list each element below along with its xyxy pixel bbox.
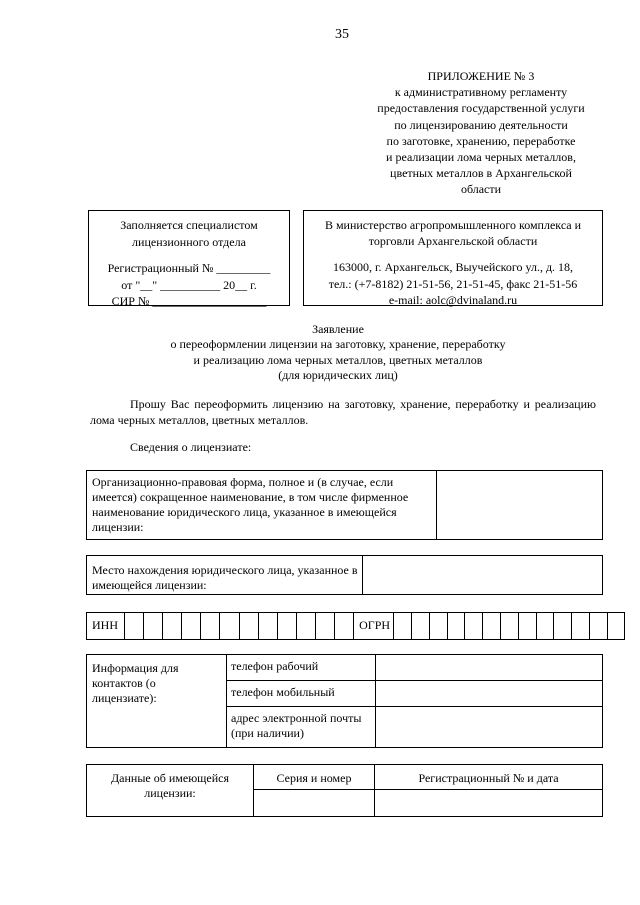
org-name-table: [86, 470, 603, 540]
title-line: Заявление: [312, 322, 364, 336]
inn-digit-cell[interactable]: [239, 613, 258, 640]
inn-digit-cell[interactable]: [144, 613, 163, 640]
location-label: Место нахождения юридического лица, указанное в имеющейся лицензии:: [87, 556, 363, 595]
ogrn-digit-cell[interactable]: [589, 613, 607, 640]
registration-date-input[interactable]: [375, 790, 603, 817]
title-line: (для юридических лиц): [278, 367, 398, 382]
ministry-line: В министерство агропромышленного комплекса и: [324, 218, 582, 232]
inn-digit-cell[interactable]: [163, 613, 182, 640]
page-number: 35: [335, 27, 349, 42]
series-number-input[interactable]: [254, 790, 375, 817]
org-name-input[interactable]: [437, 471, 603, 540]
sir-number-line: СИР № ___________________: [111, 294, 267, 308]
location-table: [86, 555, 603, 595]
contacts-table: [86, 654, 603, 748]
ogrn-digit-cell[interactable]: [394, 613, 412, 640]
work-phone-input[interactable]: [376, 655, 603, 681]
appendix-line: предоставления государственной услуги: [377, 101, 585, 116]
inn-ogrn-table: [86, 612, 625, 640]
ogrn-digit-cell[interactable]: [411, 613, 429, 640]
inn-digit-cell[interactable]: [220, 613, 239, 640]
ogrn-digit-cell[interactable]: [429, 613, 447, 640]
ministry-box: [303, 210, 603, 306]
license-data-table: [86, 764, 603, 817]
title-line: о переоформлении лицензии на заготовку, хранение, переработку: [170, 337, 506, 352]
location-input[interactable]: [363, 556, 603, 595]
inn-digit-cell[interactable]: [125, 613, 144, 640]
ministry-phones: тел.: (+7-8182) 21-51-56, 21-51-45, факс 21-51-56: [328, 276, 578, 291]
ogrn-digit-cell[interactable]: [518, 613, 536, 640]
inn-digit-cell[interactable]: [201, 613, 220, 640]
appendix-line: области: [460, 182, 502, 197]
appendix-line: ПРИЛОЖЕНИЕ № 3: [427, 69, 535, 83]
office-box-line: Заполняется специалистом: [120, 218, 258, 232]
appendix-line: к административному регламенту: [394, 85, 568, 100]
registration-date-header: Регистрационный № и дата: [375, 765, 603, 790]
inn-digit-cell[interactable]: [277, 613, 296, 640]
inn-digit-cell[interactable]: [335, 613, 354, 640]
inn-digit-cell[interactable]: [296, 613, 315, 640]
work-phone-label: телефон рабочий: [227, 655, 376, 681]
request-paragraph: Прошу Вас переоформить лицензию на заготовку, хранение, переработку и реализацию лома черных металлов, цветных металлов.: [90, 397, 596, 428]
series-number-header: Серия и номер: [254, 765, 375, 790]
email-input[interactable]: [376, 707, 603, 748]
inn-digit-cell[interactable]: [315, 613, 334, 640]
ogrn-digit-cell[interactable]: [554, 613, 572, 640]
contacts-label: Информация для контактов (о лицензиате):: [87, 655, 227, 748]
email-label: адрес электронной почты (при наличии): [227, 707, 376, 748]
ogrn-digit-cell[interactable]: [447, 613, 465, 640]
appendix-line: и реализации лома черных металлов,: [386, 150, 576, 165]
ogrn-digit-cell[interactable]: [465, 613, 483, 640]
ogrn-digit-cell[interactable]: [536, 613, 554, 640]
inn-label: ИНН: [87, 613, 125, 640]
licensee-intro: Сведения о лицензиате:: [130, 440, 252, 454]
license-data-label: Данные об имеющейся лицензии:: [87, 765, 254, 817]
org-name-label: Организационно-правовая форма, полное и (в случае, если имеется) сокращенное наименование, в том числе фирменное наименование юридического лица, указанное в имеющейся лицензии:: [87, 471, 437, 540]
ogrn-digit-cell[interactable]: [572, 613, 590, 640]
inn-digit-cell[interactable]: [258, 613, 277, 640]
appendix-line: цветных металлов в Архангельской: [390, 166, 572, 181]
appendix-line: по заготовке, хранению, переработке: [386, 133, 576, 148]
document-title: [140, 322, 536, 383]
office-use-box: [88, 210, 290, 306]
title-line: и реализацию лома черных металлов, цветных металлов: [193, 352, 483, 367]
ogrn-digit-cell[interactable]: [483, 613, 501, 640]
mobile-phone-label: телефон мобильный: [227, 681, 376, 707]
mobile-phone-input[interactable]: [376, 681, 603, 707]
registration-date-line: от "__" __________ 20__ г.: [121, 277, 257, 292]
ministry-line: торговли Архангельской области: [368, 234, 538, 249]
appendix-line: по лицензированию деятельности: [394, 117, 568, 132]
ogrn-label: ОГРН: [354, 613, 394, 640]
ogrn-digit-cell[interactable]: [607, 613, 625, 640]
ogrn-digit-cell[interactable]: [500, 613, 518, 640]
registration-number-line: Регистрационный № _________: [107, 261, 271, 275]
office-box-line: лицензионного отдела: [132, 234, 246, 249]
inn-digit-cell[interactable]: [182, 613, 201, 640]
ministry-address: 163000, г. Архангельск, Выучейского ул., д. 18,: [332, 260, 574, 275]
appendix-header: [355, 68, 607, 198]
ministry-email: e-mail: aolc@dvinaland.ru: [388, 292, 518, 307]
